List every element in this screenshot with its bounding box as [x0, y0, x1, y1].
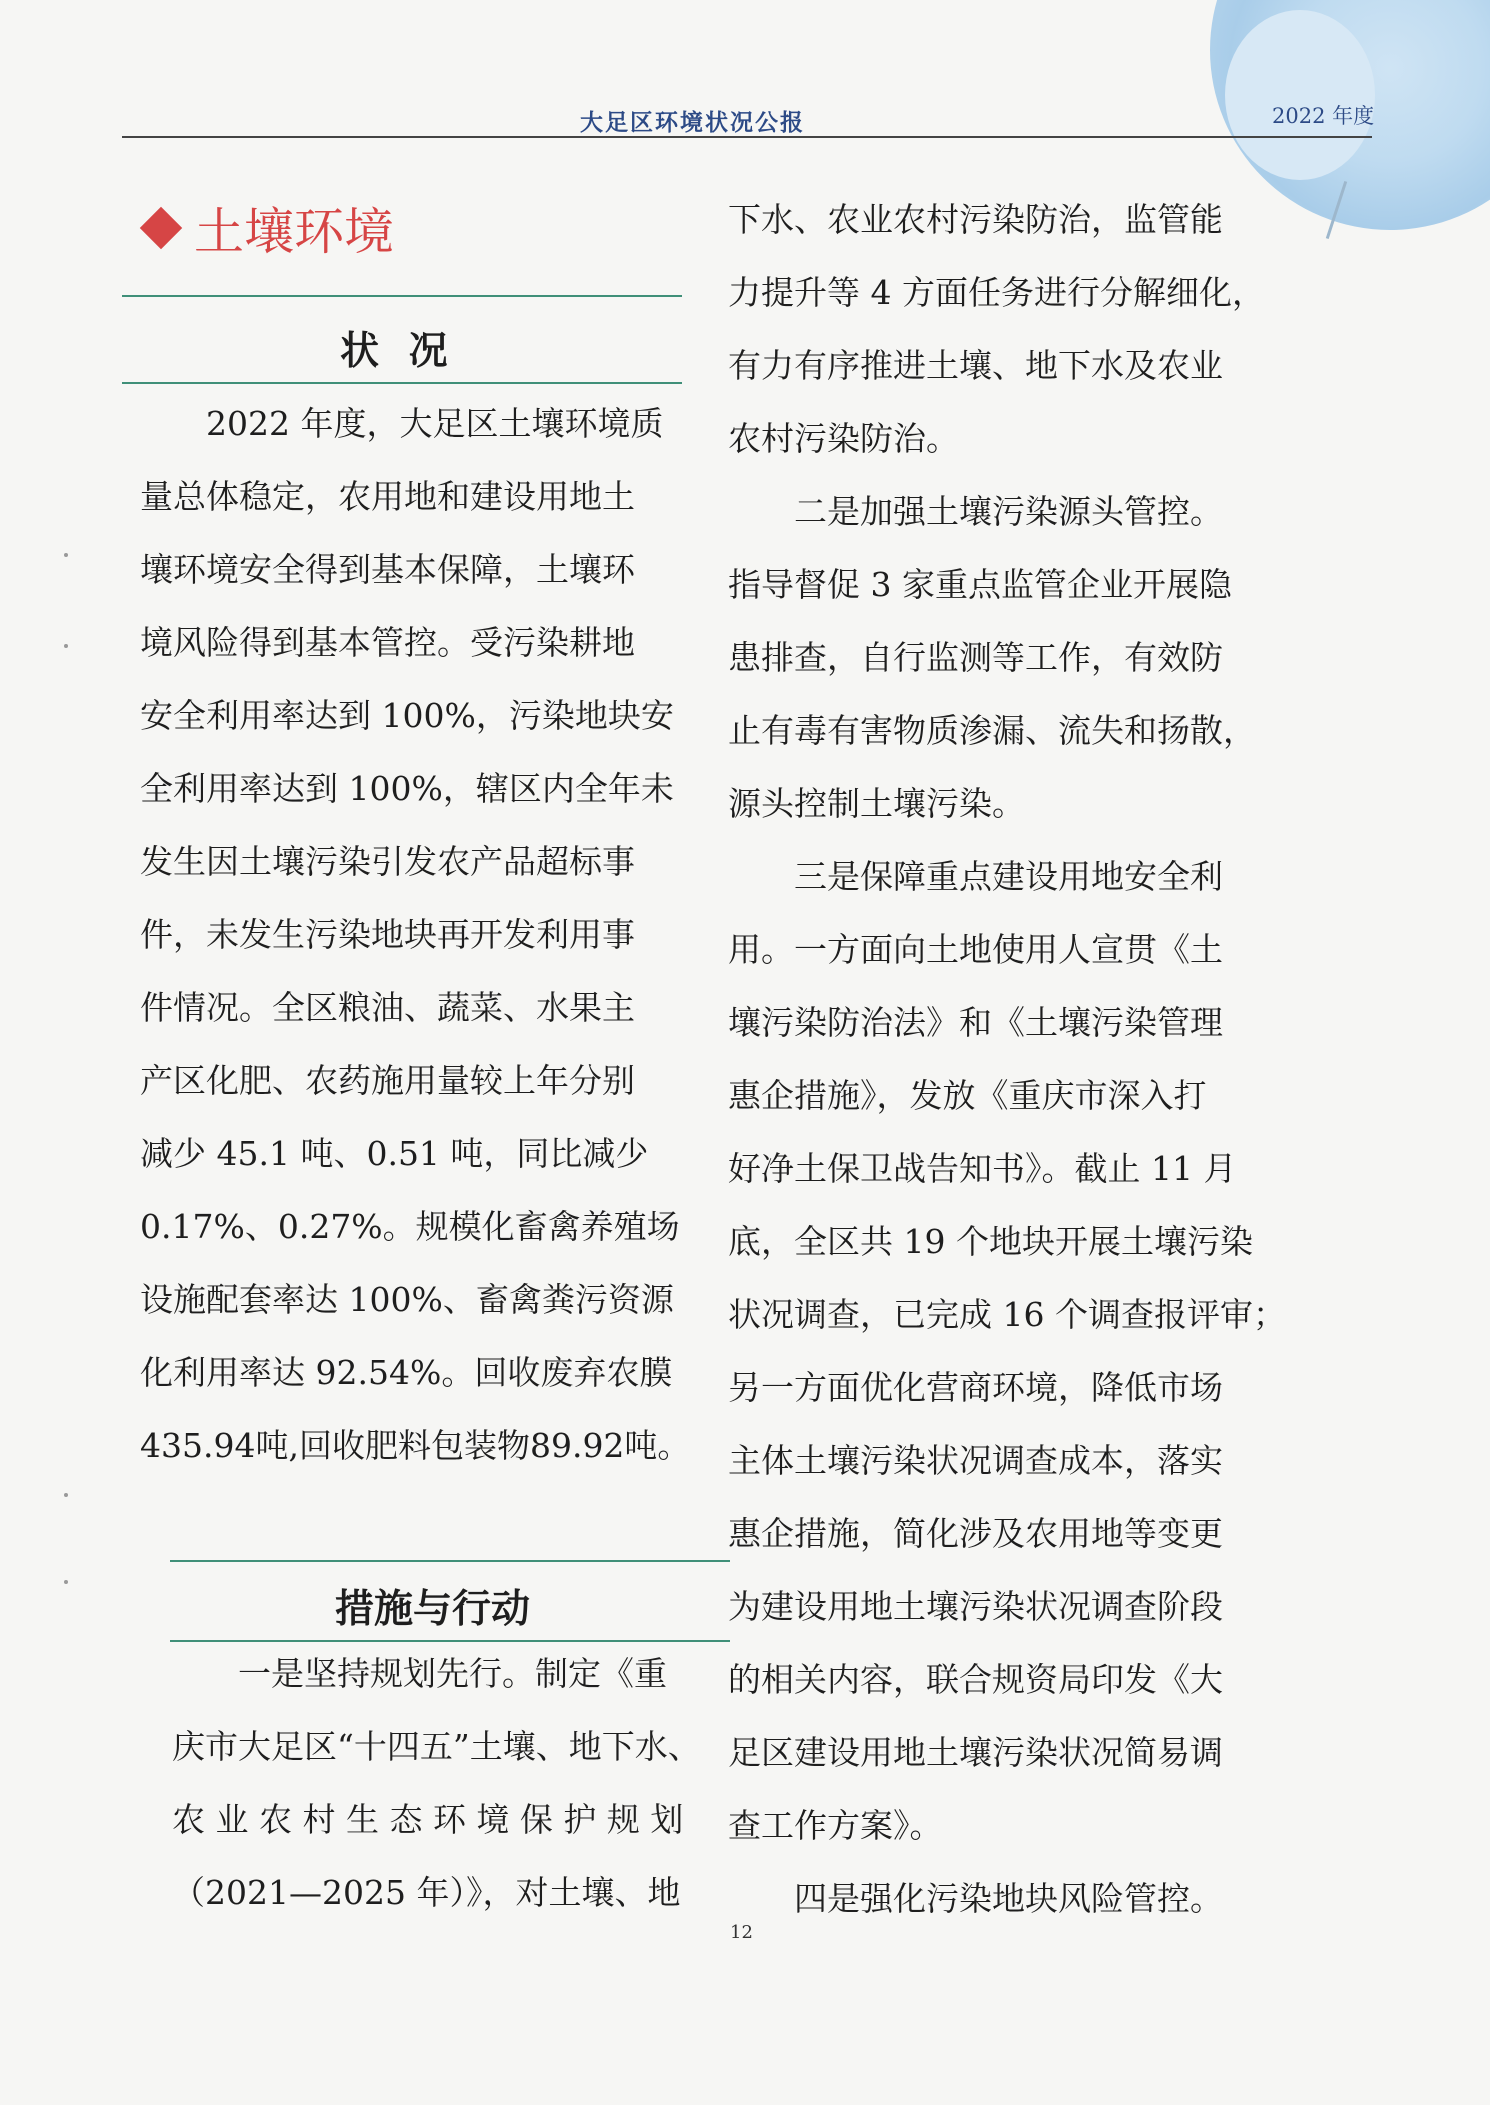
text-line: 查工作方案》。: [728, 1806, 943, 1845]
text-line: 435.94吨,回收肥料包装物89.92吨。: [140, 1426, 691, 1465]
page-number: 12: [730, 1922, 753, 1943]
diamond-bullet-icon: [140, 207, 182, 249]
text-line: 二是加强土壤污染源头管控。: [794, 492, 1223, 531]
text-line: 三是保障重点建设用地安全利: [794, 857, 1223, 896]
text-line: 惠企措施》，发放《重庆市深入打: [728, 1076, 1207, 1115]
scan-speck: [64, 644, 68, 648]
text-line: 庆市大足区“十四五”土壤、地下水、: [172, 1727, 701, 1766]
header-divider: [122, 136, 1372, 138]
text-line: 减少 45.1 吨、0.51 吨，同比减少: [140, 1134, 649, 1173]
scan-speck: [64, 553, 68, 557]
text-line: 设施配套率达 100%、畜禽粪污资源: [140, 1280, 674, 1319]
divider-measures-top: [170, 1560, 730, 1562]
text-line: 状况调查，已完成 16 个调查报评审；: [728, 1295, 1286, 1334]
text-line: 指导督促 3 家重点监管企业开展隐: [728, 565, 1232, 604]
text-line: 患排查，自行监测等工作，有效防: [728, 638, 1223, 677]
text-line: 为建设用地土壤污染状况调查阶段: [728, 1587, 1223, 1626]
text-line: 主体土壤污染状况调查成本，落实: [728, 1441, 1223, 1480]
text-line: 壤环境安全得到基本保障，土壤环: [140, 550, 635, 589]
report-year: 2022 年度: [1272, 104, 1375, 128]
text-line: 四是强化污染地块风险管控。: [794, 1879, 1223, 1918]
text-line: 底，全区共 19 个地块开展土壤污染: [728, 1222, 1253, 1261]
scan-speck: [64, 1493, 68, 1497]
header-decoration-inner-circle: [1225, 10, 1375, 180]
section-title-text: 土壤环境: [194, 203, 394, 261]
text-line: 力提升等 4 方面任务进行分解细化，: [728, 273, 1265, 312]
text-line: 农村污染防治。: [728, 419, 959, 458]
report-title: 大足区环境状况公报: [580, 109, 805, 136]
text-line: 用。一方面向土地使用人宣贯《土: [728, 930, 1223, 969]
text-line: 源头控制土壤污染。: [728, 784, 1025, 823]
text-line: 产区化肥、农药施用量较上年分别: [140, 1061, 635, 1100]
status-paragraph: [140, 387, 710, 1482]
text-line: 壤污染防治法》和《土壤污染管理: [728, 1003, 1223, 1042]
text-line: 另一方面优化营商环境，降低市场: [728, 1368, 1223, 1407]
text-line: 的相关内容，联合规资局印发《大: [728, 1660, 1223, 1699]
divider-status-bottom: [122, 382, 682, 384]
divider-status-top: [122, 295, 682, 297]
text-line: 发生因土壤污染引发农产品超标事: [140, 842, 635, 881]
text-line: 一是坚持规划先行。制定《重: [238, 1654, 667, 1693]
text-line: 农 业 农 村 生 态 环 境 保 护 规 划: [172, 1800, 684, 1839]
text-line: 件，未发生污染地块再开发利用事: [140, 915, 635, 954]
text-line: 安全利用率达到 100%，污染地块安: [140, 696, 674, 735]
text-line: 量总体稳定，农用地和建设用地土: [140, 477, 635, 516]
text-line: 件情况。全区粮油、蔬菜、水果主: [140, 988, 635, 1027]
section-title: [140, 192, 394, 264]
measures-paragraph: [172, 1637, 742, 1929]
text-line: （2021—2025 年）》，对土壤、地: [172, 1873, 681, 1912]
right-column-text: [728, 183, 1328, 1935]
text-line: 止有毒有害物质渗漏、流失和扬散，: [728, 711, 1256, 750]
text-line: 化利用率达 92.54%。回收废弃农膜: [140, 1353, 673, 1392]
text-line: 0.17%、0.27%。规模化畜禽养殖场: [140, 1207, 680, 1246]
text-line: 全利用率达到 100%，辖区内全年未: [140, 769, 674, 808]
text-line: 足区建设用地土壤污染状况简易调: [728, 1733, 1223, 1772]
text-line: 有力有序推进土壤、地下水及农业: [728, 346, 1223, 385]
text-line: 境风险得到基本管控。受污染耕地: [140, 623, 635, 662]
text-line: 下水、农业农村污染防治，监管能: [728, 200, 1223, 239]
measures-heading: 措施与行动: [335, 1586, 531, 1632]
text-line: 惠企措施，简化涉及农用地等变更: [728, 1514, 1223, 1553]
text-line: 2022 年度，大足区土壤环境质: [206, 404, 664, 443]
scan-speck: [64, 1580, 68, 1584]
status-heading: 状 况: [340, 328, 456, 374]
text-line: 好净土保卫战告知书》。截止 11 月: [728, 1149, 1237, 1188]
